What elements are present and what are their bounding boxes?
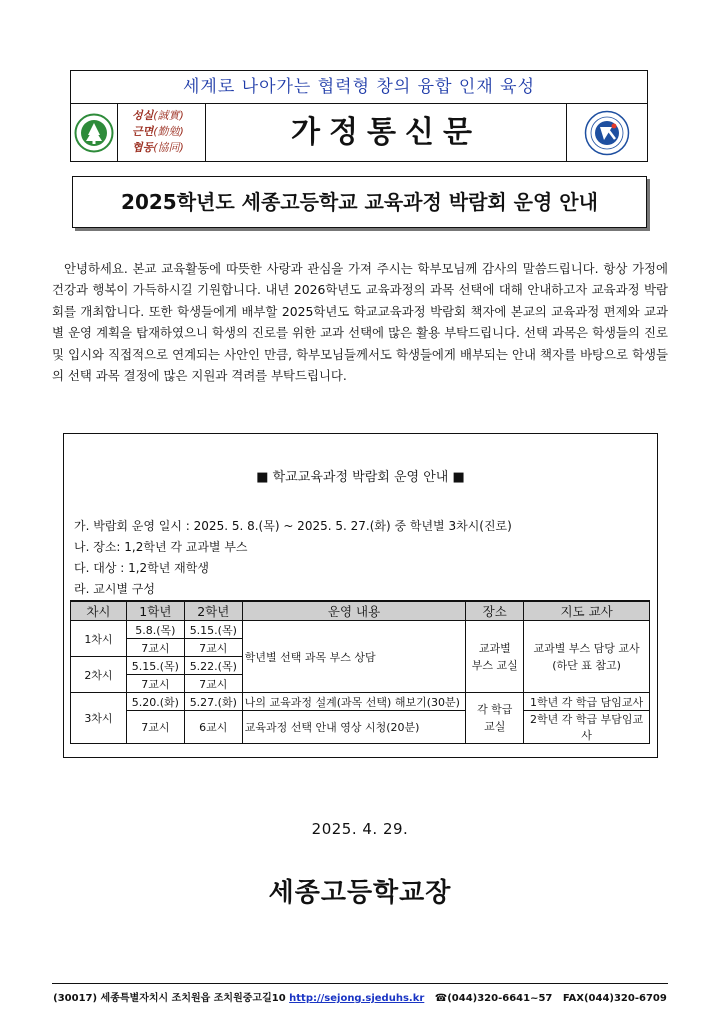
- grade1-date: 5.8.(목): [126, 621, 184, 639]
- footer-fax: FAX(044)320-6709: [562, 993, 667, 1004]
- session-cell: 1차시: [71, 621, 127, 657]
- footer-tel: ☎(044)320-6641~57: [434, 993, 553, 1004]
- header-content: 운영 내용: [242, 601, 466, 621]
- school-virtues: [118, 104, 206, 162]
- table-header-row: [71, 601, 650, 621]
- table-row: [71, 621, 650, 639]
- grade2-date: 5.27.(화): [184, 693, 242, 711]
- info-heading: ■ 학교교육과정 박람회 운영 안내 ■: [256, 470, 465, 485]
- grade2-period: 6교시: [184, 711, 242, 744]
- grade2-period: 7교시: [184, 675, 242, 693]
- info-item-schedule: 가. 박람회 운영 일시 : 2025. 5. 8.(목) ~ 2025. 5. 27.(화) 중 학년별 3차시(진로): [74, 519, 512, 533]
- school-logo: [71, 104, 118, 162]
- info-box: [63, 433, 658, 758]
- content-cell: 교육과정 선택 안내 영상 시청(20분): [242, 711, 466, 744]
- schedule-table: [70, 600, 650, 744]
- grade1-date: 5.15.(목): [126, 657, 184, 675]
- education-office-emblem: [567, 104, 647, 162]
- content-cell: 나의 교육과정 설계(과목 선택) 해보기(30분): [242, 693, 466, 711]
- place-cell: 각 학급 교실: [466, 693, 524, 744]
- teacher-cell: 2학년 각 학급 부담임교사: [524, 711, 650, 744]
- grade1-period: 7교시: [126, 675, 184, 693]
- grade2-date: 5.22.(목): [184, 657, 242, 675]
- newsletter-header: [70, 70, 648, 162]
- place-cell: 교과별 부스 교실: [466, 621, 524, 693]
- school-website-link[interactable]: http://sejong.sjeduhs.kr: [289, 993, 425, 1004]
- grade2-date: 5.15.(목): [184, 621, 242, 639]
- info-list: [74, 516, 512, 600]
- principal-signature: 세종고등학교장: [268, 878, 452, 908]
- school-motto: 세계로 나아가는 협력형 창의 융합 인재 육성: [71, 71, 647, 104]
- header-place: 장소: [466, 601, 524, 621]
- teacher-cell: 1학년 각 학급 담임교사: [524, 693, 650, 711]
- info-item-target: 다. 대상 : 1,2학년 재학생: [74, 561, 209, 575]
- footer-address: (30017) 세종특별자치시 조치원읍 조치원중고길10: [53, 993, 286, 1004]
- school-logo-icon: [74, 113, 114, 153]
- grade2-period: 7교시: [184, 639, 242, 657]
- notice-title: 2025학년도 세종고등학교 교육과정 박람회 운영 안내: [72, 176, 647, 228]
- greeting-paragraph: 안녕하세요. 본교 교육활동에 따뜻한 사랑과 관심을 가져 주시는 학부모님께 감사의 말씀드립니다. 항상 가정에 건강과 행복이 가득하시길 기원합니다. 내년 2026학년도 교육과정의 과목 선택에 대해 안내하고자 교육과정 박람회를 개최합니다. 또한 학생들에게 배부할 2025학년도 학교교육과정 박람회 책자에 본교의 교육과정 편제와 교과별 운영 계획을 탑재하였으니 학생의 진로를 위한 교과 선택에 많은 활용 부탁드립니다. 선택 과목은 학생들의 진로 및 입시와 직접적으로 연계되는 사안인 만큼, 학부모님들께서도 학생들에게 배부되는 안내 책자를 바탕으로 학생들의 선택 과목 결정에 많은 지원과 격려를 부탁드립니다.: [52, 261, 668, 384]
- content-cell: 학년별 선택 과목 부스 상담: [242, 621, 466, 693]
- header-grade2: 2학년: [184, 601, 242, 621]
- virtue-sincerity: 성실(誠實): [132, 109, 184, 122]
- newsletter-title: 가정통신문: [206, 104, 567, 162]
- info-item-place: 나. 장소: 1,2학년 각 교과별 부스: [74, 540, 248, 554]
- table-row: [71, 711, 650, 744]
- session-cell: 3차시: [71, 693, 127, 744]
- header-teacher: 지도 교사: [524, 601, 650, 621]
- grade1-period: 7교시: [126, 639, 184, 657]
- table-row: [71, 693, 650, 711]
- header-session: 차시: [71, 601, 127, 621]
- issue-date: 2025. 4. 29.: [311, 820, 409, 838]
- grade1-date: 5.20.(화): [126, 693, 184, 711]
- teacher-cell: 교과별 부스 담당 교사 (하단 표 참고): [524, 621, 650, 693]
- education-office-emblem-icon: [584, 110, 630, 156]
- footer: [52, 983, 668, 1004]
- info-item-composition: 라. 교시별 구성: [74, 582, 155, 596]
- virtue-diligence: 근면(勤勉): [132, 125, 184, 138]
- header-grade1: 1학년: [126, 601, 184, 621]
- virtue-cooperation: 협동(協同): [132, 141, 184, 154]
- grade1-period: 7교시: [126, 711, 184, 744]
- session-cell: 2차시: [71, 657, 127, 693]
